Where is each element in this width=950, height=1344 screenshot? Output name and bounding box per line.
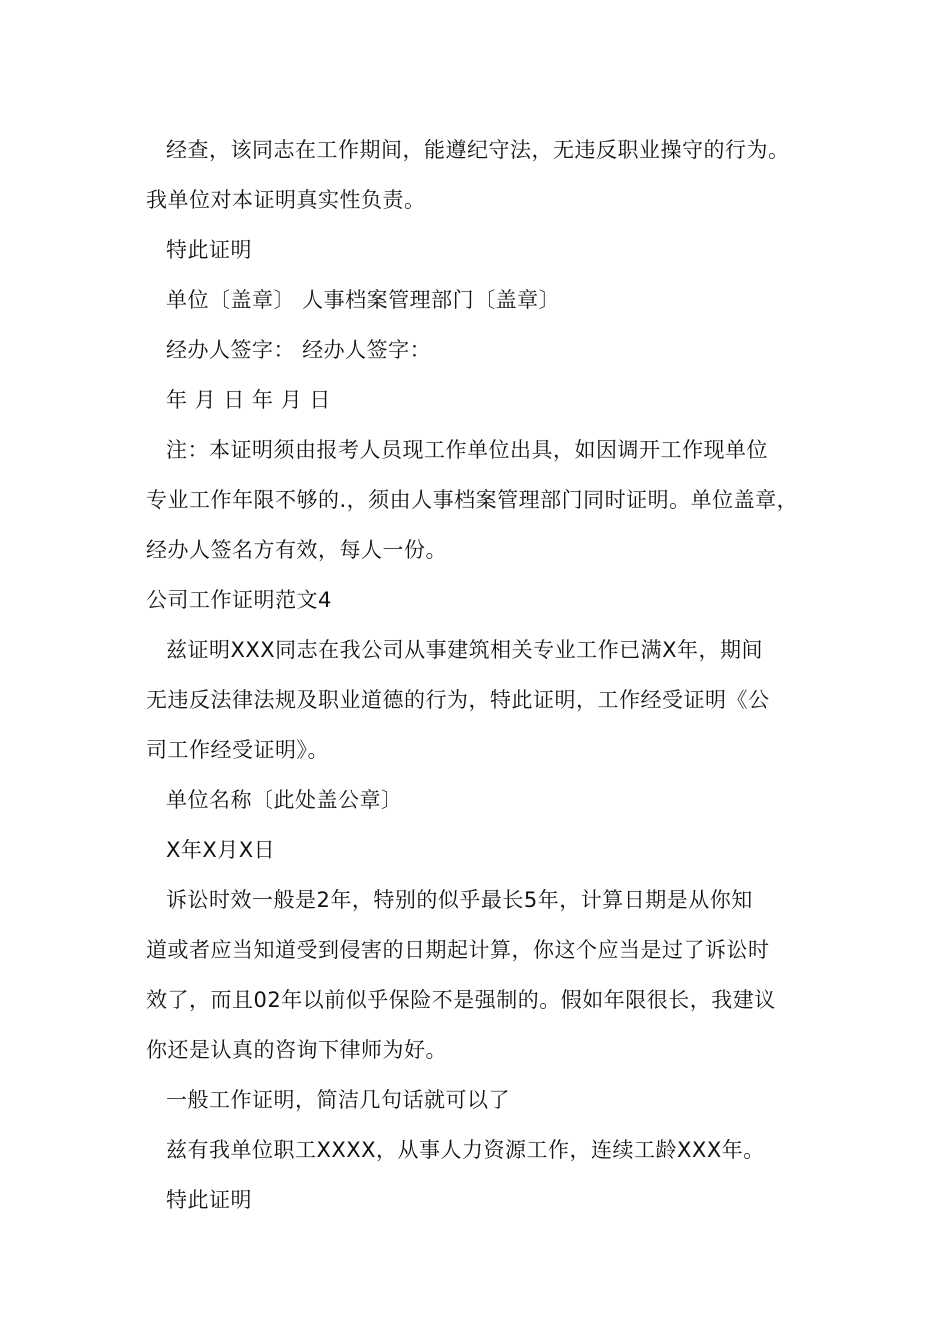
paragraph-line: 你还是认真的咨询下律师为好。 <box>146 1038 447 1062</box>
paragraph-line: 兹有我单位职工XXXX，从事人力资源工作，连续工龄XXX年。 <box>166 1138 765 1162</box>
paragraph-line: 特此证明 <box>166 238 252 262</box>
paragraph-line: 单位〔盖章〕 人事档案管理部门〔盖章〕 <box>166 288 561 312</box>
paragraph-line: 单位名称〔此处盖公章〕 <box>166 788 403 812</box>
paragraph-line: 经办人签名方有效，每人一份。 <box>146 538 447 562</box>
section-heading: 公司工作证明范文4 <box>146 588 332 612</box>
paragraph-line: 司工作经受证明》。 <box>146 738 329 762</box>
paragraph-line: 诉讼时效一般是2年，特别的似乎最长5年，计算日期是从你知 <box>166 888 753 912</box>
paragraph-line: 年 月 日 年 月 日 <box>166 388 331 412</box>
paragraph-line: X年X月X日 <box>166 838 276 862</box>
paragraph-line: 兹证明XXX同志在我公司从事建筑相关专业工作已满X年，期间 <box>166 638 764 662</box>
paragraph-line: 注：本证明须由报考人员现工作单位出具，如因调开工作现单位 <box>166 438 768 462</box>
paragraph-line: 特此证明 <box>166 1188 252 1212</box>
paragraph-line: 经办人签字： 经办人签字： <box>166 338 432 362</box>
paragraph-line: 专业工作年限不够的.，须由人事档案管理部门同时证明。单位盖章， <box>146 488 799 512</box>
paragraph-line: 一般工作证明，简洁几句话就可以了 <box>166 1088 510 1112</box>
paragraph-line: 道或者应当知道受到侵害的日期起计算，你这个应当是过了诉讼时 <box>146 938 770 962</box>
paragraph-line: 经查，该同志在工作期间，能遵纪守法，无违反职业操守的行为。 <box>166 138 790 162</box>
paragraph-line: 我单位对本证明真实性负责。 <box>146 188 426 212</box>
paragraph-line: 效了，而且02年以前似乎保险不是强制的。假如年限很长，我建议 <box>146 988 776 1012</box>
paragraph-line: 无违反法律法规及职业道德的行为，特此证明，工作经受证明《公 <box>146 688 770 712</box>
